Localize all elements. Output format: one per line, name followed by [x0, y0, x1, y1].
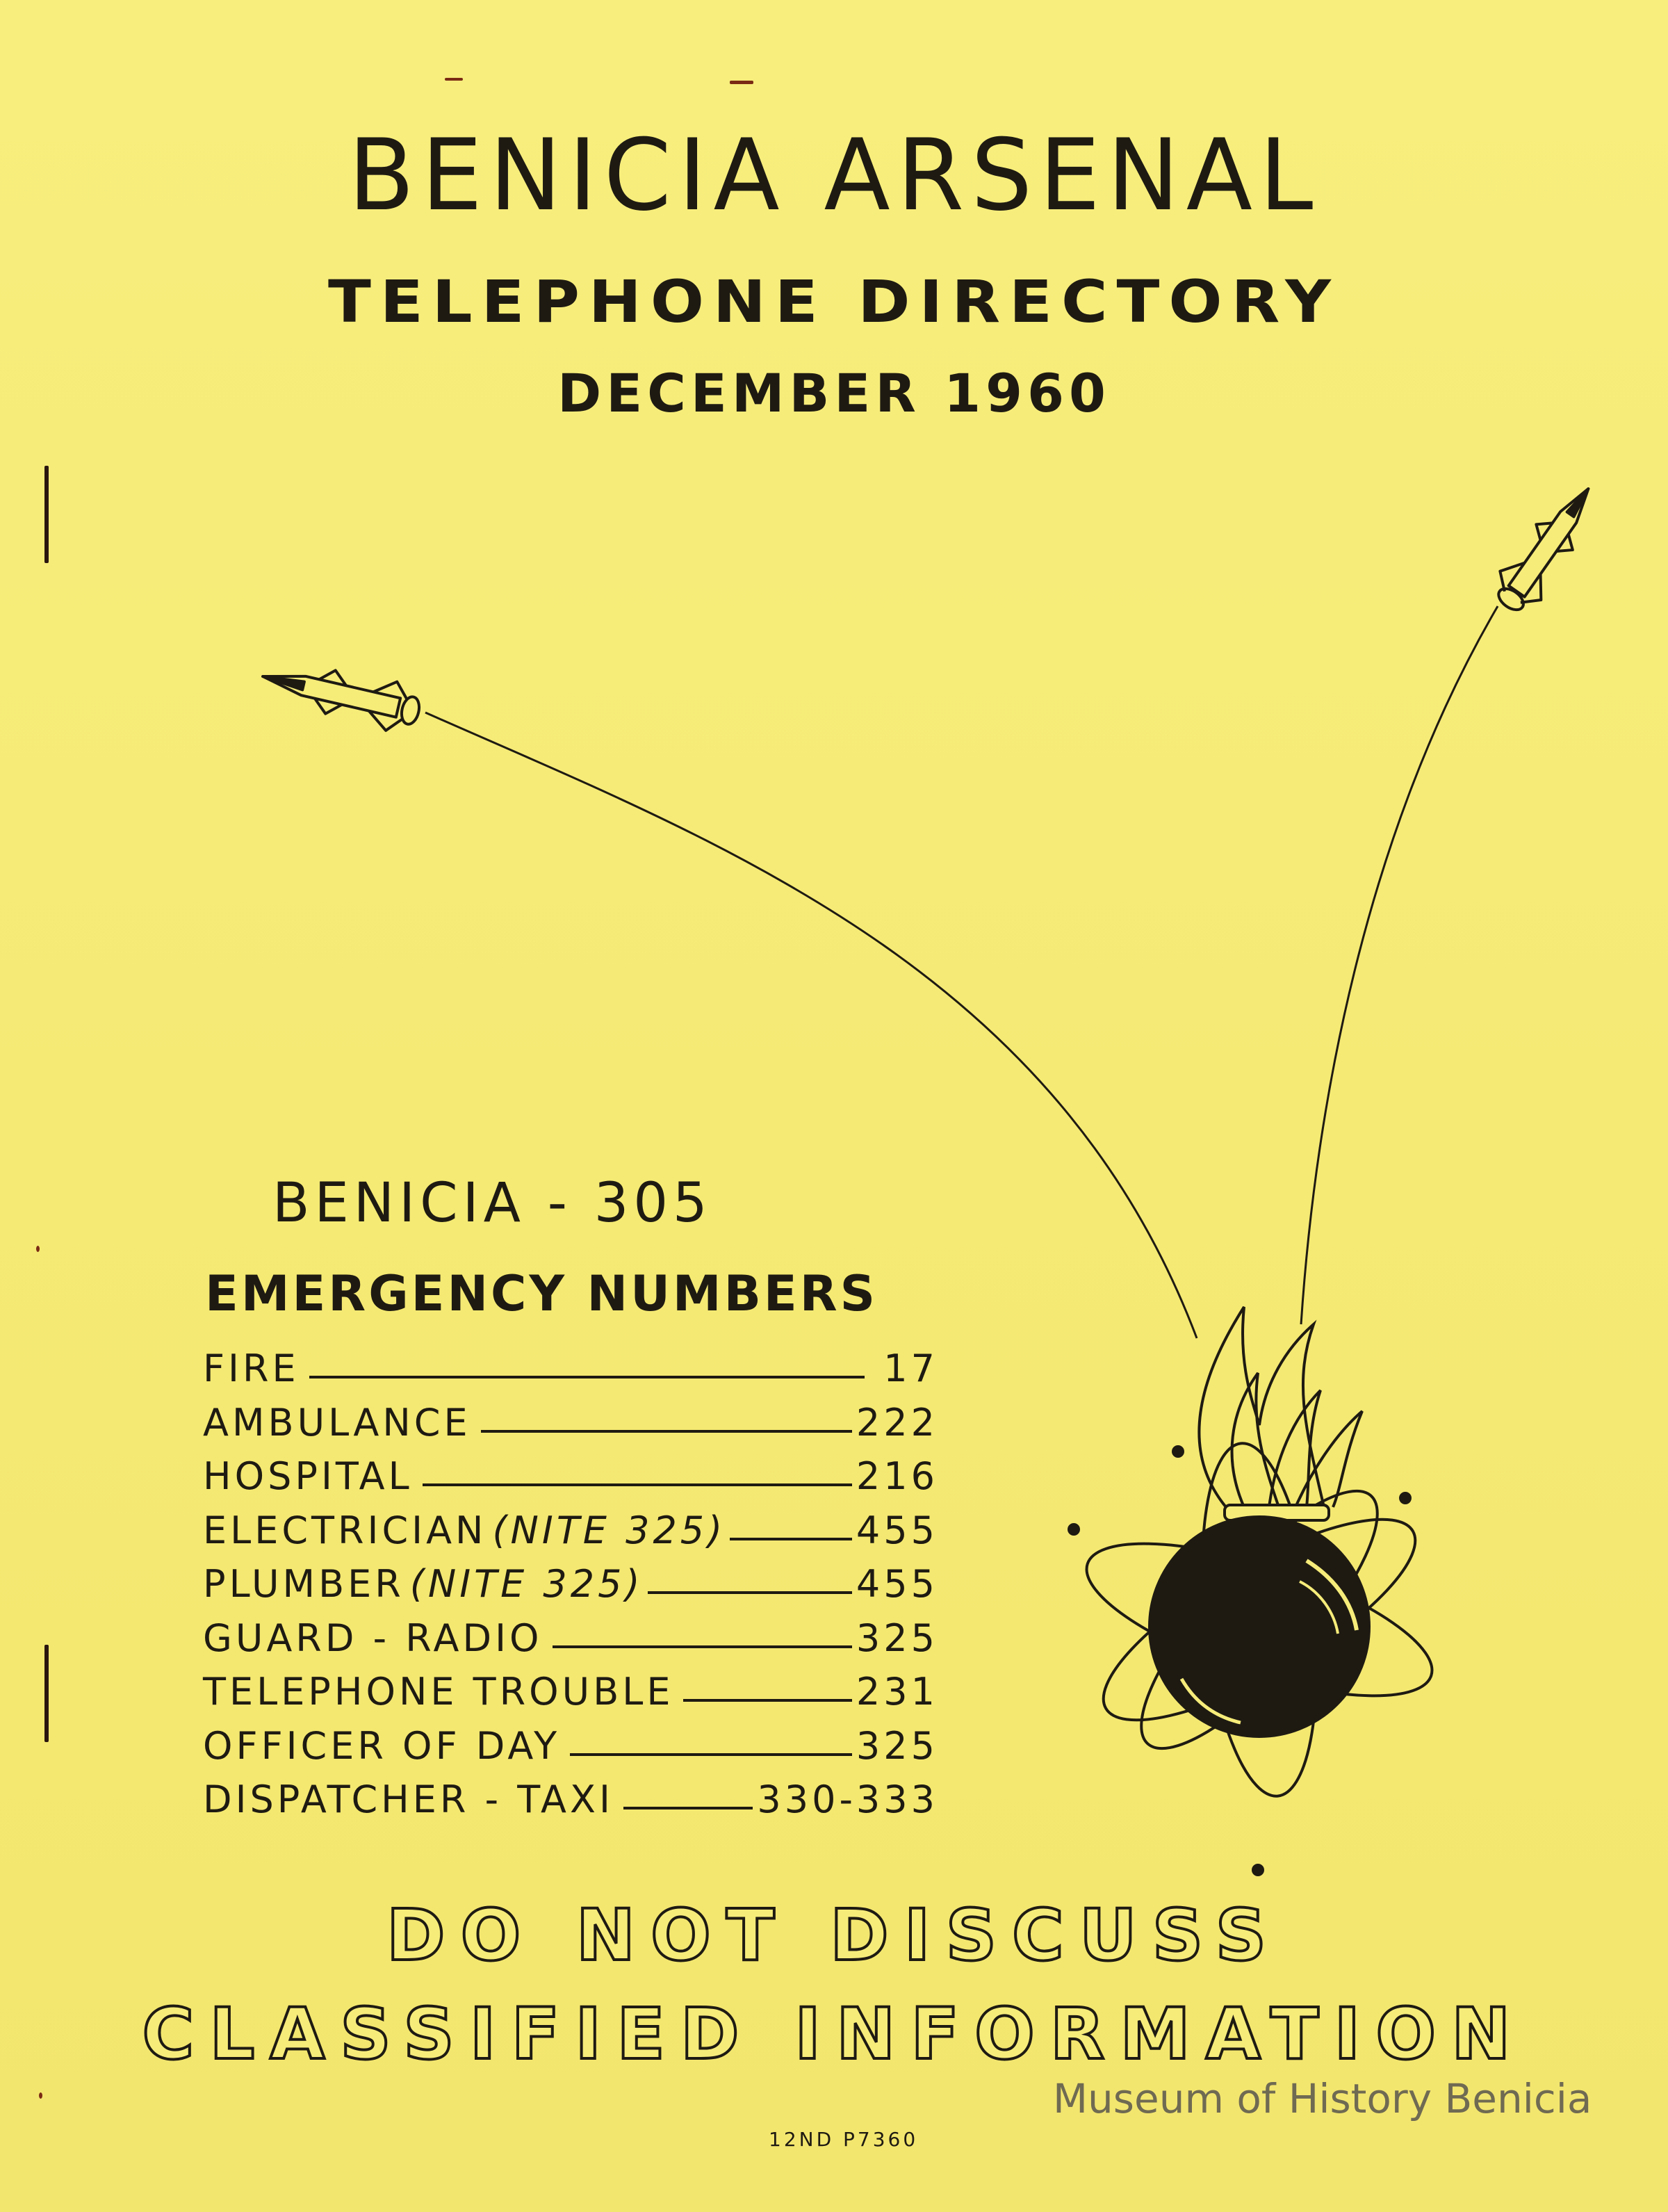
entry-label: GUARD - RADIO — [203, 1616, 543, 1660]
paper-speck — [36, 1246, 40, 1252]
emergency-entry-hospital — [203, 1454, 938, 1512]
rocket-icon — [1486, 474, 1609, 620]
emergency-entry-ambulance — [203, 1400, 938, 1458]
staple-top — [44, 466, 49, 563]
entry-number: 455 — [856, 1508, 938, 1552]
dot-leader — [730, 1538, 852, 1540]
entry-label: HOSPITAL — [203, 1454, 413, 1498]
entry-label: ELECTRICIAN — [203, 1508, 487, 1552]
dot-leader — [309, 1376, 865, 1379]
dot-leader — [570, 1753, 852, 1756]
emergency-numbers-list — [203, 1347, 938, 1835]
entry-note: (NITE 325) — [409, 1562, 644, 1606]
security-warning-line-2: CLASSIFIED INFORMATION — [142, 1993, 1526, 2076]
emergency-entry-electrician — [203, 1508, 938, 1566]
dot-leader — [423, 1483, 852, 1486]
entry-label: OFFICER OF DAY — [203, 1723, 561, 1768]
entry-label: PLUMBER — [203, 1562, 404, 1606]
exchange-name: BENICIA - 305 — [272, 1172, 712, 1235]
staple-bottom — [44, 1645, 49, 1742]
entry-number: 330-333 — [757, 1778, 938, 1821]
entry-label: TELEPHONE TROUBLE — [203, 1670, 674, 1714]
right-rocket-trajectory — [1301, 606, 1498, 1324]
entry-number: 231 — [856, 1670, 938, 1714]
paper-speck — [730, 81, 753, 84]
entry-number: 455 — [856, 1562, 938, 1606]
dot-leader — [481, 1430, 852, 1433]
entry-label: AMBULANCE — [203, 1400, 471, 1445]
directory-title: BENICIA ARSENAL — [348, 118, 1320, 233]
emergency-numbers-heading: EMERGENCY NUMBERS — [205, 1265, 878, 1322]
entry-note: (NITE 325) — [492, 1508, 726, 1552]
entry-label: DISPATCHER - TAXI — [203, 1778, 614, 1821]
ordnance-flaming-bomb-emblem — [1069, 1307, 1448, 1875]
emergency-entry-telephone-trouble — [203, 1670, 938, 1727]
print-code: 12ND P7360 — [769, 2128, 919, 2151]
emergency-entry-dispatcher-taxi — [203, 1778, 938, 1835]
entry-label: FIRE — [203, 1347, 300, 1390]
left-rocket-trajectory — [425, 713, 1197, 1338]
entry-number: 222 — [856, 1400, 938, 1445]
dot-leader — [648, 1591, 852, 1594]
rocket-icon — [257, 652, 424, 737]
dot-leader — [623, 1807, 753, 1810]
emergency-entry-officer-of-day — [203, 1723, 938, 1782]
dot-leader — [553, 1645, 852, 1648]
directory-subtitle: TELEPHONE DIRECTORY — [328, 268, 1340, 336]
emergency-entry-plumber — [203, 1562, 938, 1620]
paper-speck — [445, 78, 463, 81]
security-warning-line-1: DO NOT DISCUSS — [386, 1894, 1282, 1977]
emergency-entry-fire — [203, 1347, 938, 1404]
emergency-entry-guard-radio — [203, 1616, 938, 1674]
entry-number: 325 — [856, 1723, 938, 1768]
entry-number: 325 — [856, 1616, 938, 1660]
dot-leader — [683, 1699, 851, 1702]
paper-speck — [39, 2092, 42, 2099]
entry-number: 17 — [883, 1347, 938, 1390]
museum-watermark: Museum of History Benicia — [1053, 2075, 1592, 2122]
entry-number: 216 — [856, 1454, 938, 1498]
directory-date: DECEMBER 1960 — [557, 362, 1111, 424]
